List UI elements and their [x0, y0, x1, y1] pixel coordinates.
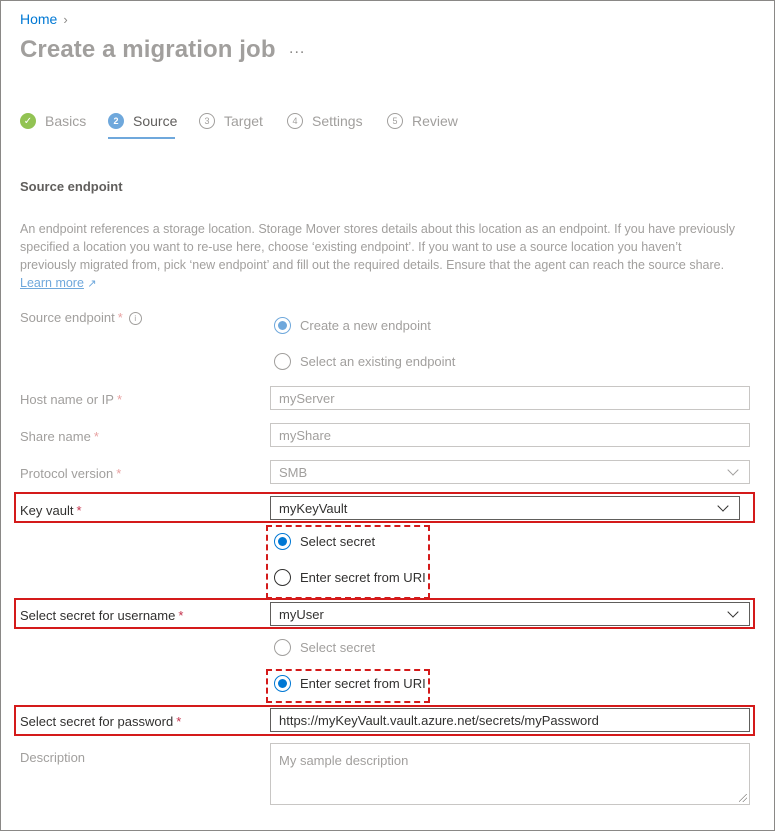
description-textarea[interactable]: [270, 743, 750, 805]
more-options-button[interactable]: ...: [289, 40, 306, 57]
step-number: 5: [387, 113, 403, 129]
radio-enter-secret-uri[interactable]: Enter secret from URI: [274, 569, 426, 586]
radio-selected-icon: [274, 675, 291, 692]
protocol-label: Protocol version *: [20, 466, 122, 481]
share-input[interactable]: myShare: [270, 423, 750, 447]
section-description: [20, 220, 735, 293]
chevron-down-icon: [717, 500, 728, 511]
protocol-dropdown[interactable]: SMB: [270, 460, 750, 484]
resize-grip-icon[interactable]: [739, 794, 747, 802]
step-label: Target: [224, 113, 263, 129]
step-label: Settings: [312, 113, 363, 129]
learn-more-link[interactable]: Learn more: [20, 276, 84, 290]
chevron-down-icon: [727, 464, 738, 475]
radio-empty-icon: [274, 639, 291, 656]
radio-empty-icon: [274, 353, 291, 370]
description-text: An endpoint references a storage location. Storage Mover stores details about this location as an endpoint. If you have previously specified a location you want to re-use here, choose ‘existing endpoint’. If you want to use a source location you haven’t previously migrated from, pick ‘new endpoint’ and fill out the required details. Ensure that the agent can reach the source share.: [20, 222, 736, 272]
radio-password-select-secret[interactable]: Select secret: [274, 639, 375, 656]
step-label: Source: [133, 113, 178, 129]
description-placeholder: My sample description: [279, 753, 409, 768]
username-label: Select secret for username *: [20, 608, 184, 623]
key-vault-label: Key vault *: [20, 503, 82, 518]
source-endpoint-label: Source endpoint * i: [20, 310, 142, 325]
chevron-right-icon: ›: [63, 12, 68, 27]
description-label: Description: [20, 750, 86, 765]
radio-selected-icon: [274, 317, 291, 334]
breadcrumb-home-link[interactable]: Home: [20, 11, 58, 27]
radio-empty-icon: [274, 569, 291, 586]
tab-source[interactable]: [108, 110, 177, 132]
info-icon[interactable]: i: [129, 312, 142, 325]
radio-select-existing-endpoint[interactable]: Select an existing endpoint: [274, 353, 455, 370]
page-title: Create a migration job: [20, 36, 276, 63]
step-label: Basics: [45, 113, 87, 129]
step-number: 2: [108, 113, 124, 129]
tab-settings[interactable]: [287, 110, 363, 132]
active-step-indicator: [108, 137, 175, 139]
radio-password-enter-uri[interactable]: Enter secret from URI: [274, 675, 426, 692]
radio-selected-icon: [274, 533, 291, 550]
host-label: Host name or IP *: [20, 392, 122, 407]
password-label: Select secret for password *: [20, 714, 182, 729]
share-label: Share name *: [20, 429, 99, 444]
tab-basics[interactable]: [20, 110, 86, 132]
checkmark-icon: ✓: [20, 113, 36, 129]
username-secret-dropdown[interactable]: myUser: [270, 602, 750, 626]
step-label: Review: [412, 113, 458, 129]
breadcrumb: [20, 11, 68, 27]
tab-review[interactable]: [387, 110, 458, 132]
host-input[interactable]: myServer: [270, 386, 750, 410]
radio-select-secret[interactable]: Select secret: [274, 533, 375, 550]
external-link-icon: ↗: [87, 278, 97, 290]
password-uri-input[interactable]: https://myKeyVault.vault.azure.net/secrets/myPassword: [270, 708, 750, 732]
key-vault-dropdown[interactable]: myKeyVault: [270, 496, 740, 520]
tab-target[interactable]: [199, 110, 263, 132]
section-title: Source endpoint: [20, 179, 123, 194]
step-number: 4: [287, 113, 303, 129]
radio-create-new-endpoint[interactable]: Create a new endpoint: [274, 317, 431, 334]
chevron-down-icon: [727, 606, 738, 617]
step-number: 3: [199, 113, 215, 129]
